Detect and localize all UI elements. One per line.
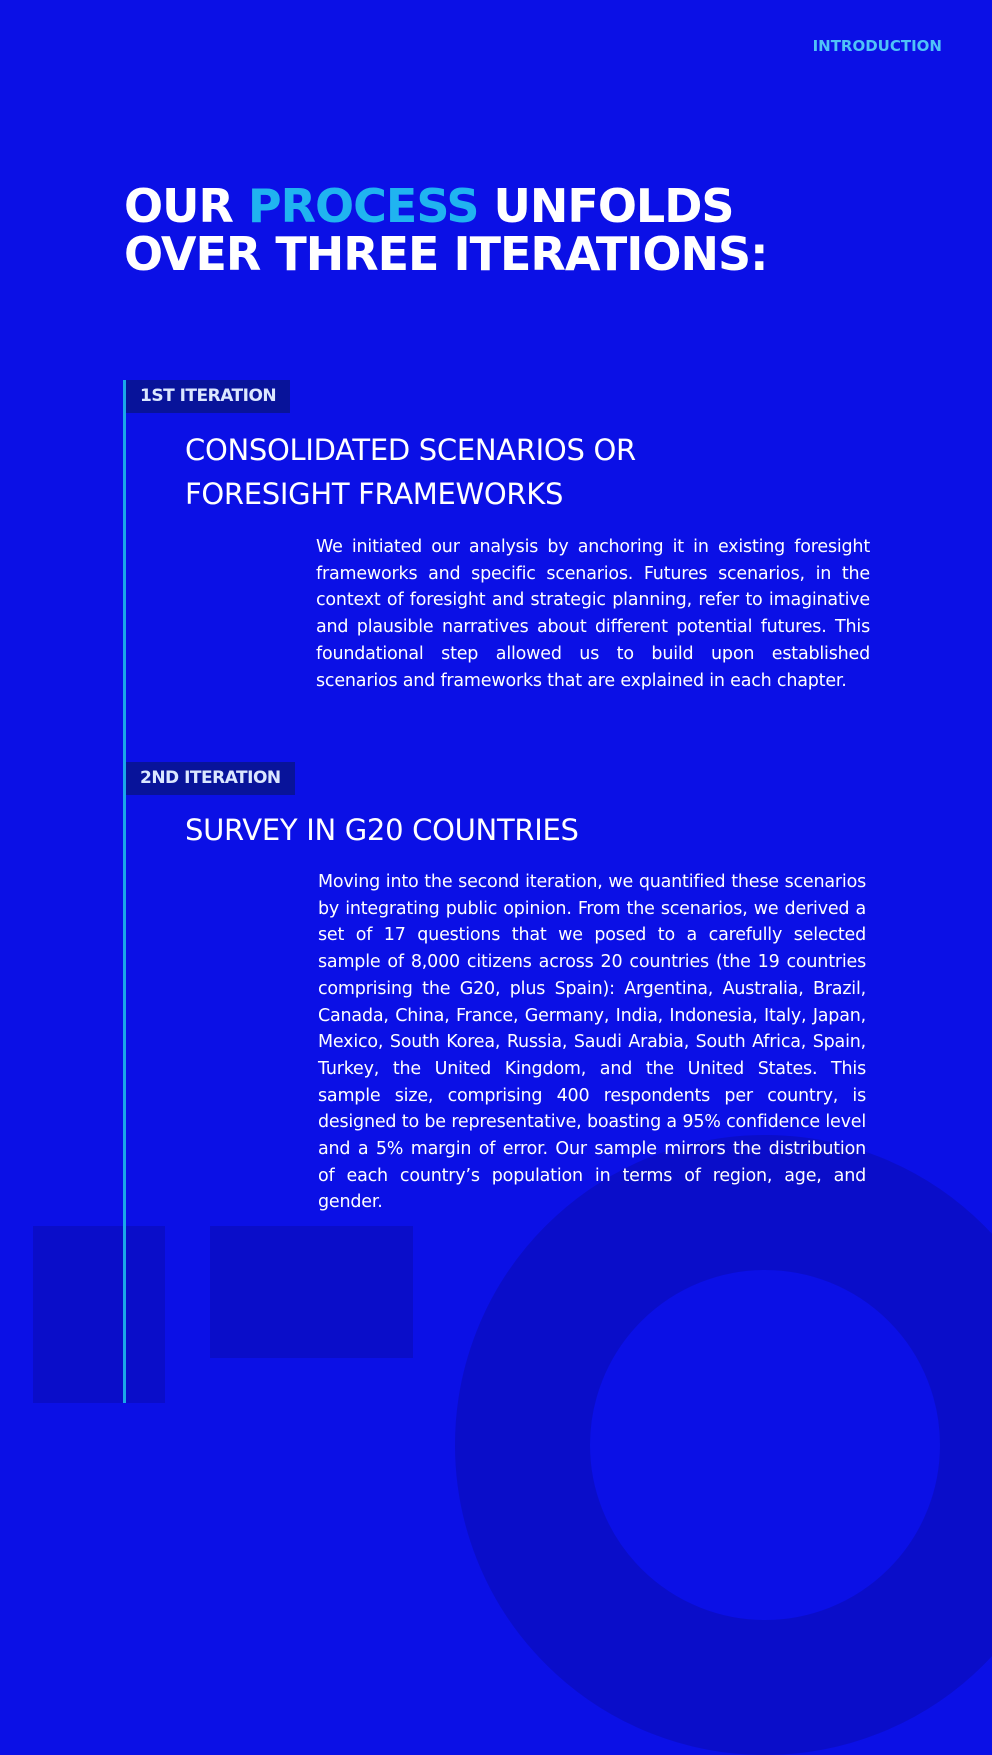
timeline-line (123, 380, 126, 1403)
section-label: INTRODUCTION (812, 37, 942, 55)
page-title (124, 179, 768, 281)
iteration-1-badge: 1ST ITERATION (126, 380, 290, 413)
decorative-block-middle (210, 1226, 413, 1358)
iteration-2-title: SURVEY IN G20 COUNTRIES (185, 813, 579, 847)
decorative-block-left (33, 1226, 165, 1403)
title-accent: PROCESS (247, 179, 479, 233)
iteration-1-text: We initiated our analysis by anchoring it in existing foresight frameworks and specific scenarios. Futures scenarios, in the context of foresight and strategic planning, refer to imaginative and plausible narratives about different potential futures. This foundational step allowed us to build upon established scenarios and frameworks that are explained in each chapter. (316, 537, 870, 691)
title-part2: UNFOLDS (478, 179, 734, 233)
iteration-2-badge: 2ND ITERATION (126, 762, 295, 795)
iteration-1-title: CONSOLIDATED SCENARIOS OR FORESIGHT FRAMEWORKS (185, 433, 636, 511)
decorative-ring (455, 1135, 992, 1755)
title-part1: OUR (124, 179, 248, 233)
iteration-2-text: Moving into the second iteration, we quantified these scenarios by integrating public opinion. From the scenarios, we derived a set of 17 questions that we posed to a carefully selected sample of 8,000 citizens across 20 countries (the 19 countries comprising the G20, plus Spain): Argentina, Australia, Brazil, Canada, China, France, Germany, India, Indonesia, Italy, Japan, Mexico, South Korea, Russia, Saudi Arabia, South Africa, Spain, Turkey, the United Kingdom, and the United States. This sample size, comprising 400 respondents per country, is designed to be representative, boasting a 95% confidence level and a 5% margin of error. Our sample mirrors the distribution of each country’s population in terms of region, age, and gender. (318, 872, 866, 1213)
title-line2: OVER THREE ITERATIONS: (124, 227, 768, 281)
